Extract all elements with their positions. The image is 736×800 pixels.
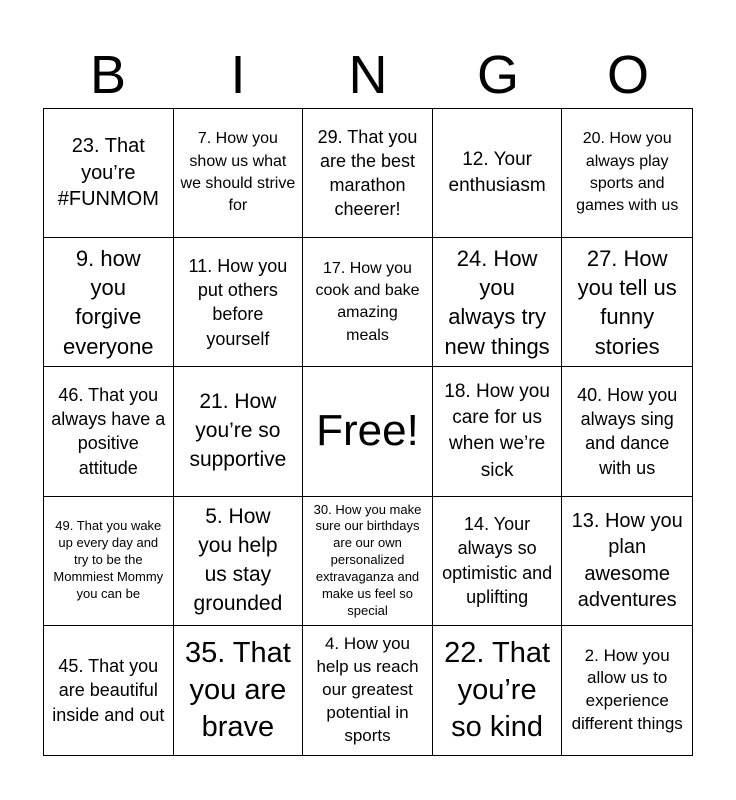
- bingo-cell[interactable]: [433, 238, 563, 367]
- bingo-cell[interactable]: [174, 109, 304, 238]
- cell-text: 23. That you’re #FUNMOM: [57, 135, 159, 211]
- bingo-cell[interactable]: [44, 109, 174, 238]
- bingo-cell[interactable]: [433, 109, 563, 238]
- free-space-label: Free!: [316, 406, 419, 456]
- cell-text: 7. How you show us what we should strive for: [180, 130, 296, 215]
- bingo-cell[interactable]: [562, 497, 692, 626]
- bingo-cell[interactable]: [562, 109, 692, 238]
- cell-text: 2. How you allow us to experience different things: [571, 645, 683, 734]
- cell-text: 5. How you help us stay grounded: [193, 504, 283, 615]
- bingo-card-grid: [43, 108, 693, 756]
- bingo-cell[interactable]: [433, 626, 563, 755]
- bingo-cell[interactable]: [303, 497, 433, 626]
- cell-text: 30. How you make sure our birthdays are our own personalized extravaganza and make us feel so special: [313, 501, 422, 618]
- cell-text: 20. How you always play sports and games with us: [576, 130, 679, 215]
- bingo-cell[interactable]: [433, 497, 563, 626]
- bingo-cell[interactable]: [44, 497, 174, 626]
- cell-text: 11. How you put others before yourself: [188, 255, 288, 349]
- cell-text: 35. That you are brave: [184, 637, 291, 743]
- bingo-cell[interactable]: [303, 238, 433, 367]
- bingo-cell[interactable]: [174, 238, 304, 367]
- cell-text: 17. How you cook and bake amazing meals: [315, 259, 420, 344]
- cell-text: 18. How you care for us when we’re sick: [444, 381, 550, 481]
- bingo-cell[interactable]: [433, 367, 563, 496]
- cell-text: 9. how you forgive everyone: [63, 245, 154, 359]
- header-letter-b: B: [89, 45, 127, 105]
- cell-text: 45. That you are beautiful inside and out: [52, 655, 165, 725]
- cell-text: 24. How you always try new things: [444, 245, 550, 359]
- bingo-cell[interactable]: [174, 626, 304, 755]
- cell-text: 4. How you help us reach our greatest potential in sports: [316, 634, 419, 745]
- bingo-cell[interactable]: [44, 238, 174, 367]
- cell-text: 46. That you always have a positive attitude: [51, 384, 166, 478]
- cell-text: 29. That you are the best marathon cheerer!: [317, 126, 418, 220]
- bingo-cell[interactable]: [562, 626, 692, 755]
- cell-text: 22. That you’re so kind: [444, 637, 551, 743]
- bingo-cell[interactable]: [562, 367, 692, 496]
- header-letter-n: N: [348, 45, 388, 105]
- cell-text: 14. Your always so optimistic and uplifting: [442, 514, 553, 607]
- cell-text: 49. That you wake up every day and try to be the Mommiest Mommy you can be: [53, 518, 164, 602]
- header-letter-g: G: [476, 45, 519, 105]
- cell-text: 27. How you tell us funny stories: [577, 245, 677, 359]
- header-letter-i: I: [230, 45, 246, 105]
- bingo-cell[interactable]: [44, 626, 174, 755]
- bingo-cell[interactable]: [303, 109, 433, 238]
- free-space[interactable]: [303, 367, 433, 496]
- cell-text: 21. How you’re so supportive: [189, 390, 287, 471]
- cell-text: 13. How you plan awesome adventures: [571, 509, 683, 612]
- bingo-cell[interactable]: [174, 367, 304, 496]
- cell-text: 40. How you always sing and dance with us: [577, 384, 678, 478]
- cell-text: 12. Your enthusiasm: [448, 148, 546, 197]
- header-letter-o: O: [606, 45, 649, 105]
- bingo-cell[interactable]: [303, 626, 433, 755]
- bingo-cell[interactable]: [44, 367, 174, 496]
- bingo-header: [43, 40, 693, 108]
- bingo-cell[interactable]: [562, 238, 692, 367]
- bingo-cell[interactable]: [174, 497, 304, 626]
